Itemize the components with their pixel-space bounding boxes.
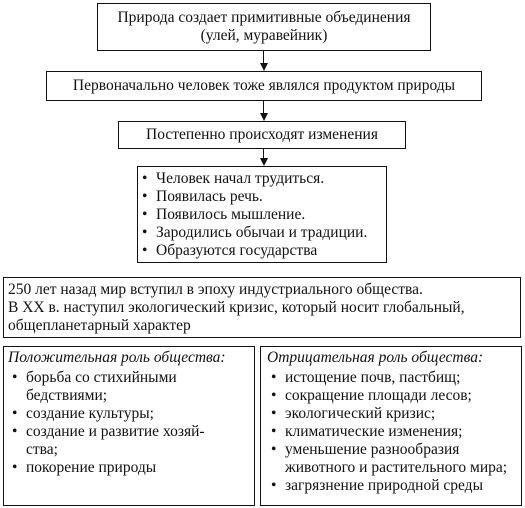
box-gradual-changes-text: Постепенно происходят изменения bbox=[146, 126, 378, 143]
list-item: • климатические изменения; bbox=[267, 423, 521, 441]
list-item-line: животного и растительного мира; bbox=[285, 459, 508, 476]
list-item: • покорение природы bbox=[8, 459, 254, 477]
list-item bbox=[8, 369, 254, 405]
industrial-line3: общепланетарный характер bbox=[8, 317, 191, 334]
box-nature-unions bbox=[97, 3, 431, 51]
list-item: • Зародились обычаи и традиции. bbox=[138, 224, 386, 242]
connector-arrow-1 bbox=[260, 63, 268, 71]
box-human-product bbox=[46, 71, 482, 101]
positive-role-heading: Положительная роль общества: bbox=[8, 349, 226, 366]
list-item: • Образуются государства bbox=[138, 242, 386, 260]
list-item: • истощение почв, пастбищ; bbox=[267, 369, 521, 387]
box-nature-unions-line2: (улей, муравейник) bbox=[200, 27, 328, 44]
list-item bbox=[267, 441, 521, 477]
list-item: • Человек начал трудиться. bbox=[138, 170, 386, 188]
list-item: • загрязнение природной среды bbox=[267, 477, 521, 495]
industrial-line2: В XX в. наступил экологический кризис, который носит глобальный, bbox=[8, 299, 465, 316]
box-negative-role bbox=[260, 346, 522, 506]
box-nature-unions-line1: Природа создает примитивные объединения bbox=[117, 9, 411, 26]
list-item: • создание культуры; bbox=[8, 405, 254, 423]
box-industrial-era bbox=[3, 277, 521, 338]
negative-role-list bbox=[267, 369, 521, 495]
box-changes-list bbox=[137, 166, 387, 263]
list-item-line: уменьшение разнообразия bbox=[285, 441, 460, 458]
box-positive-role bbox=[3, 346, 255, 506]
industrial-line1: 250 лет назад мир вступил в эпоху индустриального общества. bbox=[8, 281, 423, 298]
list-item-line: борьба со стихийными bbox=[26, 369, 177, 386]
list-item: • экологический кризис; bbox=[267, 405, 521, 423]
box-gradual-changes bbox=[118, 121, 406, 149]
list-item-line: бедствиями; bbox=[26, 387, 108, 404]
list-item-line: создание и развитие хозяй- bbox=[26, 423, 205, 440]
list-item: • Появилась речь. bbox=[138, 188, 386, 206]
list-item: • Появилось мышление. bbox=[138, 206, 386, 224]
connector-arrow-2 bbox=[260, 113, 268, 121]
connector-arrow-3 bbox=[260, 158, 268, 166]
changes-list bbox=[138, 170, 386, 260]
list-item: • сокращение площади лесов; bbox=[267, 387, 521, 405]
positive-role-list bbox=[8, 369, 254, 477]
list-item bbox=[8, 423, 254, 459]
negative-role-heading: Отрицательная роль общества: bbox=[267, 349, 484, 366]
list-item-line: ства; bbox=[26, 441, 58, 458]
box-human-product-text: Первоначально человек тоже являлся продуктом природы bbox=[72, 77, 456, 94]
